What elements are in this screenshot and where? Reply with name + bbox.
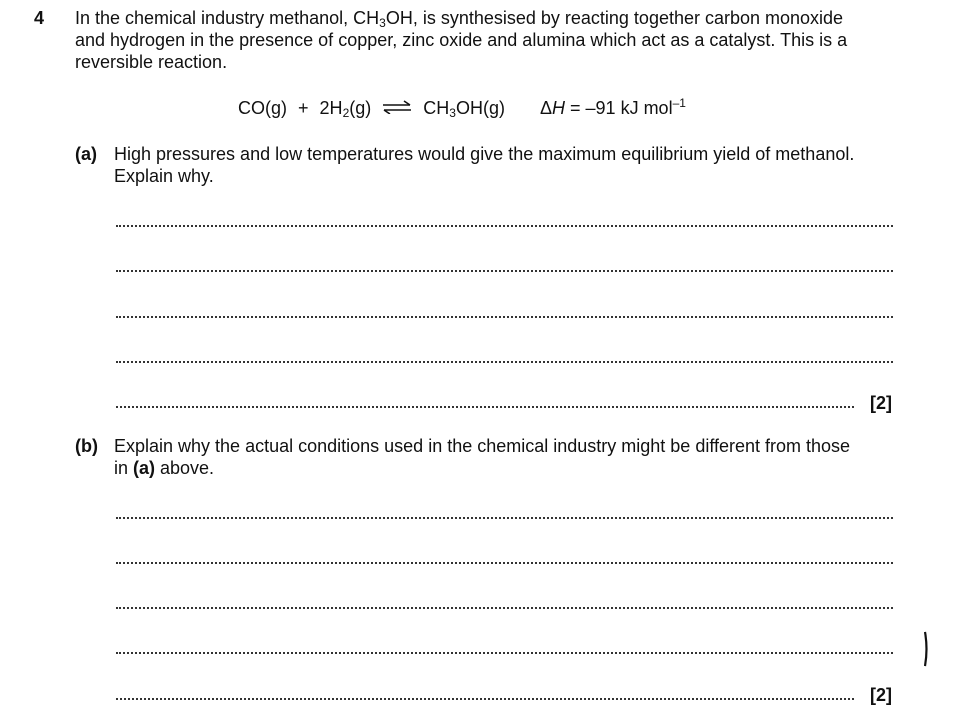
part-a-line-2: Explain why. [114,166,214,186]
product-symbol: CH [423,98,450,118]
part-a-line-1: High pressures and low temperatures would give the maximum equilibrium yield of methanol. [114,144,855,164]
enthalpy-variable: H [552,98,566,118]
part-a-question [114,143,904,187]
question-intro [75,7,905,73]
part-b-line-2-pre: in [114,458,134,478]
part-b-answer-line-3[interactable] [116,607,893,609]
equilibrium-arrow-icon [382,100,412,114]
intro-text-2: OH, is synthesised by reacting together carbon monoxide [385,8,844,28]
intro-text-1: In the chemical industry methanol, CH [75,8,380,28]
enthalpy-value: = –91 kJ mol [565,98,673,118]
chemical-equation [238,97,686,119]
part-a-answer-line-5[interactable] [116,406,854,408]
reactant-h2-symbol: 2H [319,98,343,118]
part-b-marks: [2] [870,685,892,705]
product-methanol [423,97,505,119]
intro-line-3: reversible reaction. [75,52,228,72]
part-a-label: (a) [75,144,97,164]
part-b-answer-line-1[interactable] [116,517,893,519]
enthalpy-unit-exponent: –1 [672,96,686,110]
plus-sign: + [298,98,309,118]
part-a-answer-line-3[interactable] [116,316,893,318]
part-a-answer-line-4[interactable] [116,361,893,363]
reactant-h2-state: (g) [349,98,372,118]
product-subscript: 3 [449,106,456,120]
product-state: OH(g) [455,98,505,118]
reactant-h2-subscript: 2 [342,106,350,120]
intro-subscript: 3 [379,16,386,30]
part-b-line-2 [114,457,904,479]
enthalpy-change [540,97,686,119]
delta-symbol: Δ [539,98,553,118]
part-a-answer-line-1[interactable] [116,225,893,227]
intro-line-2: and hydrogen in the presence of copper, zinc oxide and alumina which act as a catalyst. This is a [75,30,848,50]
part-b-answer-line-4[interactable] [116,652,893,654]
reactant-h2 [320,97,372,119]
margin-bracket-mark [924,631,928,667]
part-a-answer-line-2[interactable] [116,270,893,272]
part-b-answer-line-5[interactable] [116,698,854,700]
part-b-line-1: Explain why the actual conditions used in the chemical industry might be different from those [114,436,851,456]
part-b-line-2-post: above. [155,458,215,478]
question-number: 4 [34,8,45,28]
part-a-marks: [2] [870,393,892,413]
part-b-question [114,435,904,479]
part-b-reference: (a) [133,458,156,478]
intro-line-1 [75,7,905,29]
reactant-co: CO(g) [238,98,287,118]
part-b-answer-line-2[interactable] [116,562,893,564]
part-b-label: (b) [75,436,98,456]
